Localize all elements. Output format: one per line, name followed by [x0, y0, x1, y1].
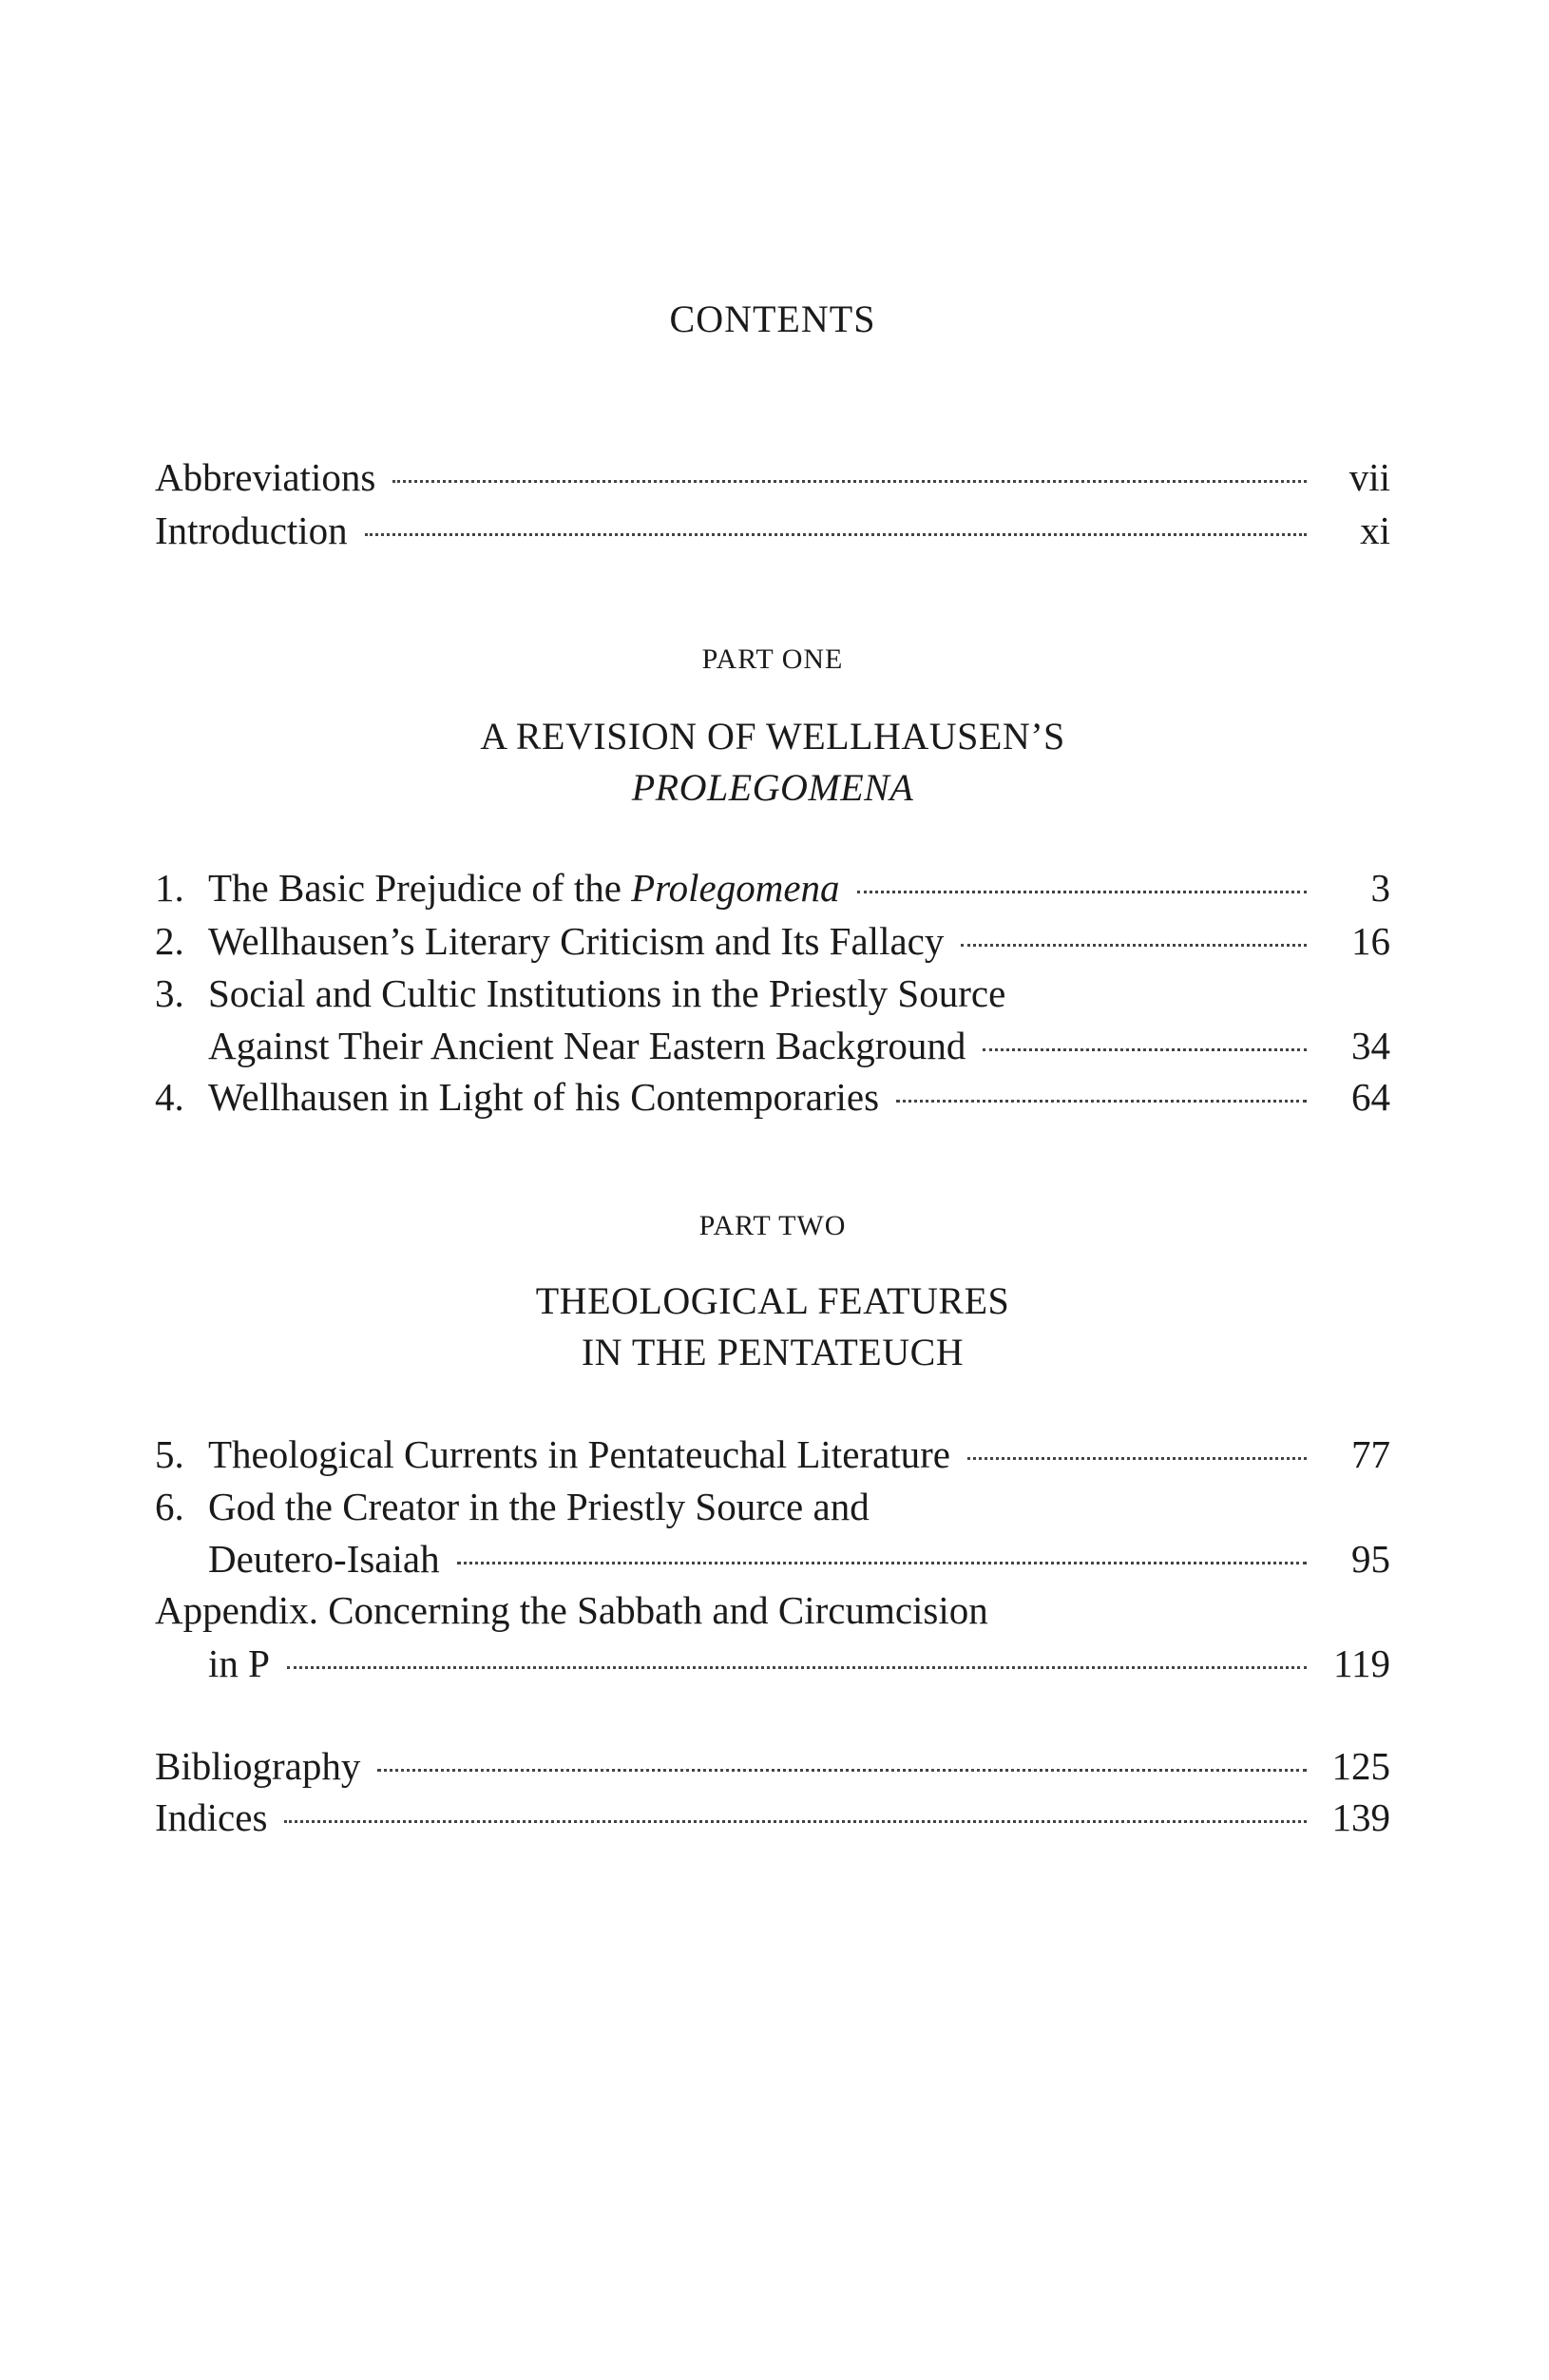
toc-entry-title: Appendix. Concerning the Sabbath and Circumcision — [155, 1588, 988, 1632]
toc-entry-page: 77 — [1351, 1432, 1390, 1476]
part-two-title — [155, 1276, 1390, 1378]
toc-entry-title: Wellhausen in Light of his Contemporaries — [208, 1075, 880, 1119]
dot-leader — [896, 1100, 1307, 1103]
part-one-title — [155, 711, 1390, 814]
contents-page — [155, 0, 1390, 2380]
toc-entry-page: vii — [1348, 455, 1390, 499]
toc-entry-title: Against Their Ancient Near Eastern Background — [208, 1024, 966, 1067]
part-one-title-line1: A REVISION OF WELLHAUSEN’S — [480, 715, 1065, 758]
toc-entry-indices[interactable] — [155, 1791, 1390, 1844]
chapter-number: 2. — [155, 919, 184, 963]
dot-leader — [284, 1820, 1307, 1823]
toc-entry-chapter-2[interactable] — [155, 914, 1390, 968]
toc-entry-title: Social and Cultic Institutions in the Priestly Source — [208, 971, 1006, 1015]
dot-leader — [961, 944, 1307, 947]
toc-entry-chapter-5[interactable] — [155, 1428, 1390, 1481]
toc-entry-title: Bibliography — [155, 1744, 361, 1788]
toc-entry-chapter-3-line1[interactable] — [155, 967, 1390, 1020]
toc-entry-appendix-line1[interactable] — [155, 1583, 1390, 1637]
toc-entry-title: Wellhausen’s Literary Criticism and Its Fallacy — [208, 919, 945, 963]
toc-entry-title: Theological Currents in Pentateuchal Literature — [208, 1432, 950, 1476]
chapter-number: 4. — [155, 1075, 184, 1119]
toc-entry-chapter-3-line2[interactable] — [155, 1019, 1390, 1072]
dot-leader — [983, 1048, 1307, 1051]
part-two-title-line1: THEOLOGICAL FEATURES — [535, 1279, 1010, 1322]
toc-entry-page: 34 — [1351, 1024, 1390, 1067]
toc-entry-page: 16 — [1351, 919, 1390, 963]
dot-leader — [365, 533, 1307, 536]
dot-leader — [457, 1562, 1307, 1564]
toc-entry-chapter-6-line1[interactable] — [155, 1480, 1390, 1533]
chapter-number: 6. — [155, 1485, 184, 1528]
toc-entry-title: God the Creator in the Priestly Source and — [208, 1485, 870, 1528]
toc-entry-chapter-4[interactable] — [155, 1070, 1390, 1123]
dot-leader — [377, 1769, 1307, 1772]
toc-entry-page: 119 — [1333, 1641, 1390, 1685]
part-two-title-line2: IN THE PENTATEUCH — [581, 1331, 965, 1373]
toc-entry-title: Introduction — [155, 509, 348, 552]
dot-leader — [287, 1666, 1307, 1669]
toc-entry-introduction[interactable] — [155, 504, 1390, 557]
toc-entry-page: 64 — [1351, 1075, 1390, 1119]
dot-leader — [967, 1457, 1307, 1460]
toc-entry-title: The Basic Prejudice of the Prolegomena — [208, 866, 840, 910]
page-title: CONTENTS — [669, 298, 876, 340]
toc-entry-title: Deutero-Isaiah — [208, 1537, 440, 1581]
toc-entry-chapter-6-line2[interactable] — [155, 1532, 1390, 1585]
toc-entry-page: xi — [1360, 509, 1390, 552]
part-one-label: PART ONE — [701, 643, 844, 675]
part-one-title-line2: PROLEGOMENA — [631, 766, 914, 809]
toc-entry-chapter-1[interactable] — [155, 861, 1390, 914]
toc-entry-title: Indices — [155, 1795, 268, 1839]
chapter-number: 3. — [155, 971, 184, 1015]
toc-entry-abbreviations[interactable] — [155, 451, 1390, 504]
toc-entry-page: 3 — [1370, 866, 1390, 910]
toc-entry-bibliography[interactable] — [155, 1739, 1390, 1793]
part-two-label: PART TWO — [698, 1210, 847, 1241]
toc-entry-page: 125 — [1331, 1744, 1390, 1788]
chapter-number: 5. — [155, 1432, 184, 1476]
toc-entry-appendix-line2[interactable] — [155, 1637, 1390, 1690]
toc-entry-title: in P — [208, 1641, 270, 1685]
dot-leader — [857, 891, 1307, 893]
toc-entry-title: Abbreviations — [155, 455, 376, 499]
toc-entry-page: 139 — [1331, 1795, 1390, 1839]
dot-leader — [392, 480, 1307, 483]
chapter-number: 1. — [155, 866, 184, 910]
toc-entry-page: 95 — [1351, 1537, 1390, 1581]
